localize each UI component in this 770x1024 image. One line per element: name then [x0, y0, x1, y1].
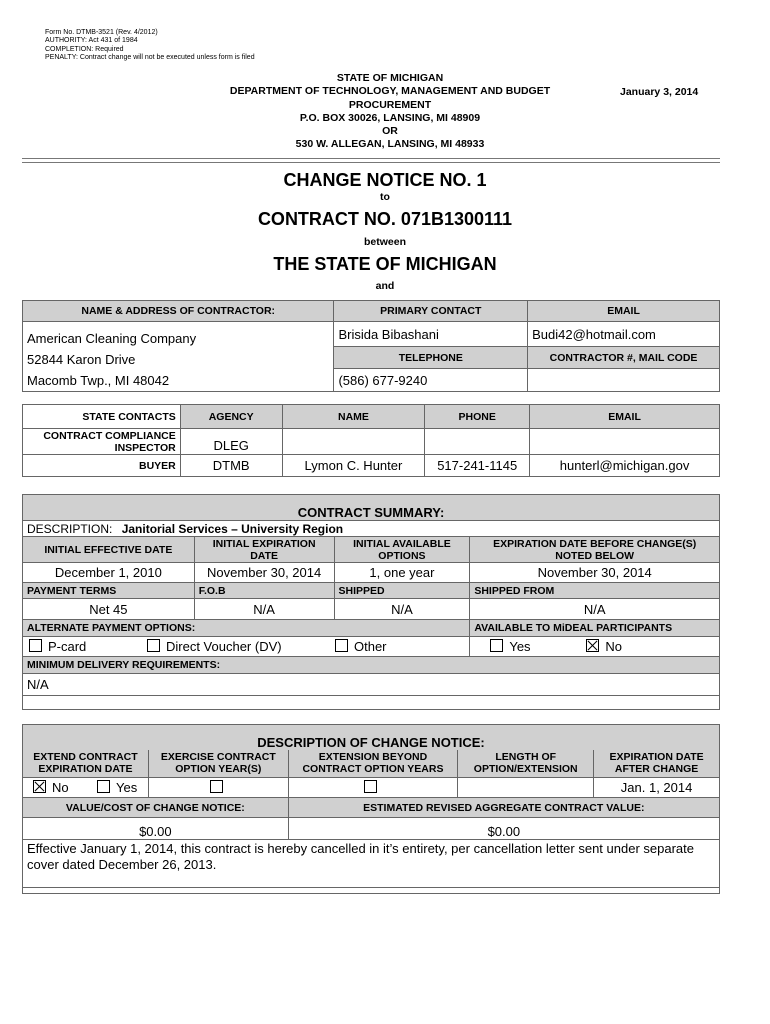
mideal-yes-checkbox[interactable]	[490, 639, 503, 652]
telephone-value: (586) 677-9240	[334, 369, 528, 392]
mideal-no-label: No	[605, 639, 622, 654]
buyer-phone: 517-241-1145	[425, 455, 530, 477]
inspector-name	[282, 429, 425, 455]
description-row	[23, 521, 720, 537]
extend-no[interactable]	[31, 780, 95, 795]
header-state-name: NAME	[282, 405, 425, 429]
contract-summary-title: CONTRACT SUMMARY:	[23, 495, 720, 521]
header-agency: AGENCY	[180, 405, 282, 429]
contract-summary-table	[22, 494, 720, 696]
mideal-no-checkbox-checked[interactable]	[586, 639, 599, 652]
mideal-no[interactable]	[584, 639, 622, 654]
header-expiration-before: EXPIRATION DATE BEFORE CHANGE(S) NOTED BELOW	[470, 537, 720, 563]
pcard-checkbox[interactable]	[29, 639, 42, 652]
form-penalty: PENALTY: Contract change will not be executed unless form is filed	[45, 53, 255, 61]
header-expiration-after: EXPIRATION DATE AFTER CHANGE	[594, 750, 720, 778]
state-contacts-table	[22, 404, 720, 477]
title-between: between	[363, 236, 406, 248]
state-title: THE STATE OF MICHIGAN	[273, 254, 497, 274]
description-value: Janitorial Services – University Region	[121, 521, 344, 536]
alternate-payment-options	[23, 637, 470, 657]
shipped-from-value: N/A	[470, 599, 720, 620]
header-extend-contract: EXTEND CONTRACT EXPIRATION DATE	[23, 750, 149, 778]
form-meta	[45, 29, 255, 62]
contractor-email-value: Budi42@hotmail.com	[528, 322, 720, 347]
extend-yes-checkbox[interactable]	[97, 780, 110, 793]
extend-yes[interactable]	[95, 780, 137, 795]
title-to: to	[380, 191, 390, 203]
min-delivery-value: N/A	[23, 674, 720, 696]
agency-header	[200, 72, 580, 152]
option-pcard[interactable]	[27, 639, 145, 654]
contractor-name: American Cleaning Company	[27, 331, 197, 346]
header-mideal: AVAILABLE TO MiDEAL PARTICIPANTS	[470, 620, 720, 637]
header-state-email: EMAIL	[530, 405, 720, 429]
contractor-street: 52844 Karon Drive	[27, 352, 136, 367]
header-length-option: LENGTH OF OPTION/EXTENSION	[458, 750, 594, 778]
direct-voucher-checkbox[interactable]	[147, 639, 160, 652]
aggregate-value-amount: $0.00	[288, 818, 719, 840]
header-department: DEPARTMENT OF TECHNOLOGY, MANAGEMENT AND BUDGET	[229, 85, 551, 98]
primary-contact-value: Brisida Bibashani	[334, 322, 528, 347]
change-notice-title: CHANGE NOTICE NO. 1	[283, 170, 487, 190]
header-contractor-number: CONTRACTOR #, MAIL CODE	[528, 347, 720, 369]
buyer-email: hunterl@michigan.gov	[530, 455, 720, 477]
option-other[interactable]	[333, 639, 387, 654]
buyer-label: BUYER	[23, 455, 181, 477]
extension-beyond-checkbox[interactable]	[364, 780, 377, 793]
inspector-email	[530, 429, 720, 455]
change-notice-title: DESCRIPTION OF CHANGE NOTICE:	[23, 725, 720, 750]
header-shipped-from: SHIPPED FROM	[470, 583, 720, 599]
header-initial-effective: INITIAL EFFECTIVE DATE	[23, 537, 195, 563]
header-value-cost: VALUE/COST OF CHANGE NOTICE:	[23, 798, 289, 818]
header-initial-options: INITIAL AVAILABLE OPTIONS	[334, 537, 470, 563]
extend-no-checkbox-checked[interactable]	[33, 780, 46, 793]
form-authority: AUTHORITY: Act 431 of 1984	[45, 37, 138, 45]
fob-value: N/A	[194, 599, 334, 620]
title-and: and	[375, 280, 395, 292]
header-contractor-email: EMAIL	[528, 301, 720, 322]
header-extension-beyond: EXTENSION BEYOND CONTRACT OPTION YEARS	[288, 750, 458, 778]
change-notice-text: Effective January 1, 2014, this contract is hereby cancelled in it’s entirety, per cancellation letter sent under separate cover dated December 26, 2013.	[23, 840, 720, 888]
buyer-name: Lymon C. Hunter	[282, 455, 425, 477]
mideal-options	[470, 637, 720, 657]
shipped-value: N/A	[334, 599, 470, 620]
header-state-phone: PHONE	[425, 405, 530, 429]
header-exercise-option: EXERCISE CONTRACT OPTION YEAR(S)	[148, 750, 288, 778]
header-divider-1	[22, 158, 720, 159]
contractor-city: Macomb Twp., MI 48042	[27, 373, 170, 388]
buyer-agency: DTMB	[180, 455, 282, 477]
extension-beyond-cell	[288, 778, 458, 798]
mideal-yes[interactable]	[488, 639, 584, 654]
payment-terms-value: Net 45	[23, 599, 195, 620]
header-shipped: SHIPPED	[334, 583, 470, 599]
initial-effective-value: December 1, 2010	[23, 563, 195, 583]
exercise-option-cell	[148, 778, 288, 798]
header-divider-2	[22, 162, 720, 163]
mideal-yes-label: Yes	[509, 639, 531, 654]
header-payment-terms: PAYMENT TERMS	[23, 583, 195, 599]
header-primary-contact: PRIMARY CONTACT	[334, 301, 528, 322]
other-label: Other	[354, 639, 387, 654]
exercise-option-checkbox[interactable]	[210, 780, 223, 793]
inspector-phone	[425, 429, 530, 455]
inspector-agency: DLEG	[180, 429, 282, 455]
header-telephone: TELEPHONE	[334, 347, 528, 369]
header-or: OR	[382, 125, 398, 138]
header-aggregate-value: ESTIMATED REVISED AGGREGATE CONTRACT VALUE:	[288, 798, 719, 818]
contractor-table	[22, 300, 720, 392]
initial-expiration-value: November 30, 2014	[194, 563, 334, 583]
contractor-address	[23, 322, 334, 392]
header-fob: F.O.B	[194, 583, 334, 599]
extend-no-label: No	[52, 780, 69, 795]
header-po-box: P.O. BOX 30026, LANSING, MI 48909	[299, 111, 481, 124]
header-alternate-payment: ALTERNATE PAYMENT OPTIONS:	[23, 620, 470, 637]
inspector-label: CONTRACT COMPLIANCE INSPECTOR	[23, 429, 181, 455]
form-completion: COMPLETION: Required	[45, 45, 124, 53]
extend-options	[23, 778, 149, 798]
value-cost-amount: $0.00	[23, 818, 289, 840]
length-option-value	[458, 778, 594, 798]
expiration-before-value: November 30, 2014	[470, 563, 720, 583]
header-street: 530 W. ALLEGAN, LANSING, MI 48933	[295, 138, 485, 151]
direct-voucher-label: Direct Voucher (DV)	[166, 639, 282, 654]
header-min-delivery: MINIMUM DELIVERY REQUIREMENTS:	[23, 657, 720, 674]
notice-date: January 3, 2014	[620, 86, 699, 98]
header-contractor-name: NAME & ADDRESS OF CONTRACTOR:	[23, 301, 334, 322]
form-number: Form No. DTMB-3521 (Rev. 4/2012)	[45, 29, 158, 36]
expiration-after-value: Jan. 1, 2014	[594, 778, 720, 798]
other-checkbox[interactable]	[335, 639, 348, 652]
extend-yes-label: Yes	[116, 780, 138, 795]
contractor-number-value	[528, 369, 720, 392]
change-notice-table	[22, 724, 720, 888]
header-initial-expiration: INITIAL EXPIRATION DATE	[194, 537, 334, 563]
pcard-label: P-card	[48, 639, 87, 654]
contract-number-title: CONTRACT NO. 071B1300111	[257, 209, 513, 229]
header-procurement: PROCUREMENT	[348, 98, 432, 111]
option-direct-voucher[interactable]	[145, 639, 333, 654]
header-state: STATE OF MICHIGAN	[336, 72, 444, 84]
description-label: DESCRIPTION:	[27, 521, 113, 536]
header-state-contacts: STATE CONTACTS	[23, 405, 181, 429]
initial-options-value: 1, one year	[334, 563, 470, 583]
